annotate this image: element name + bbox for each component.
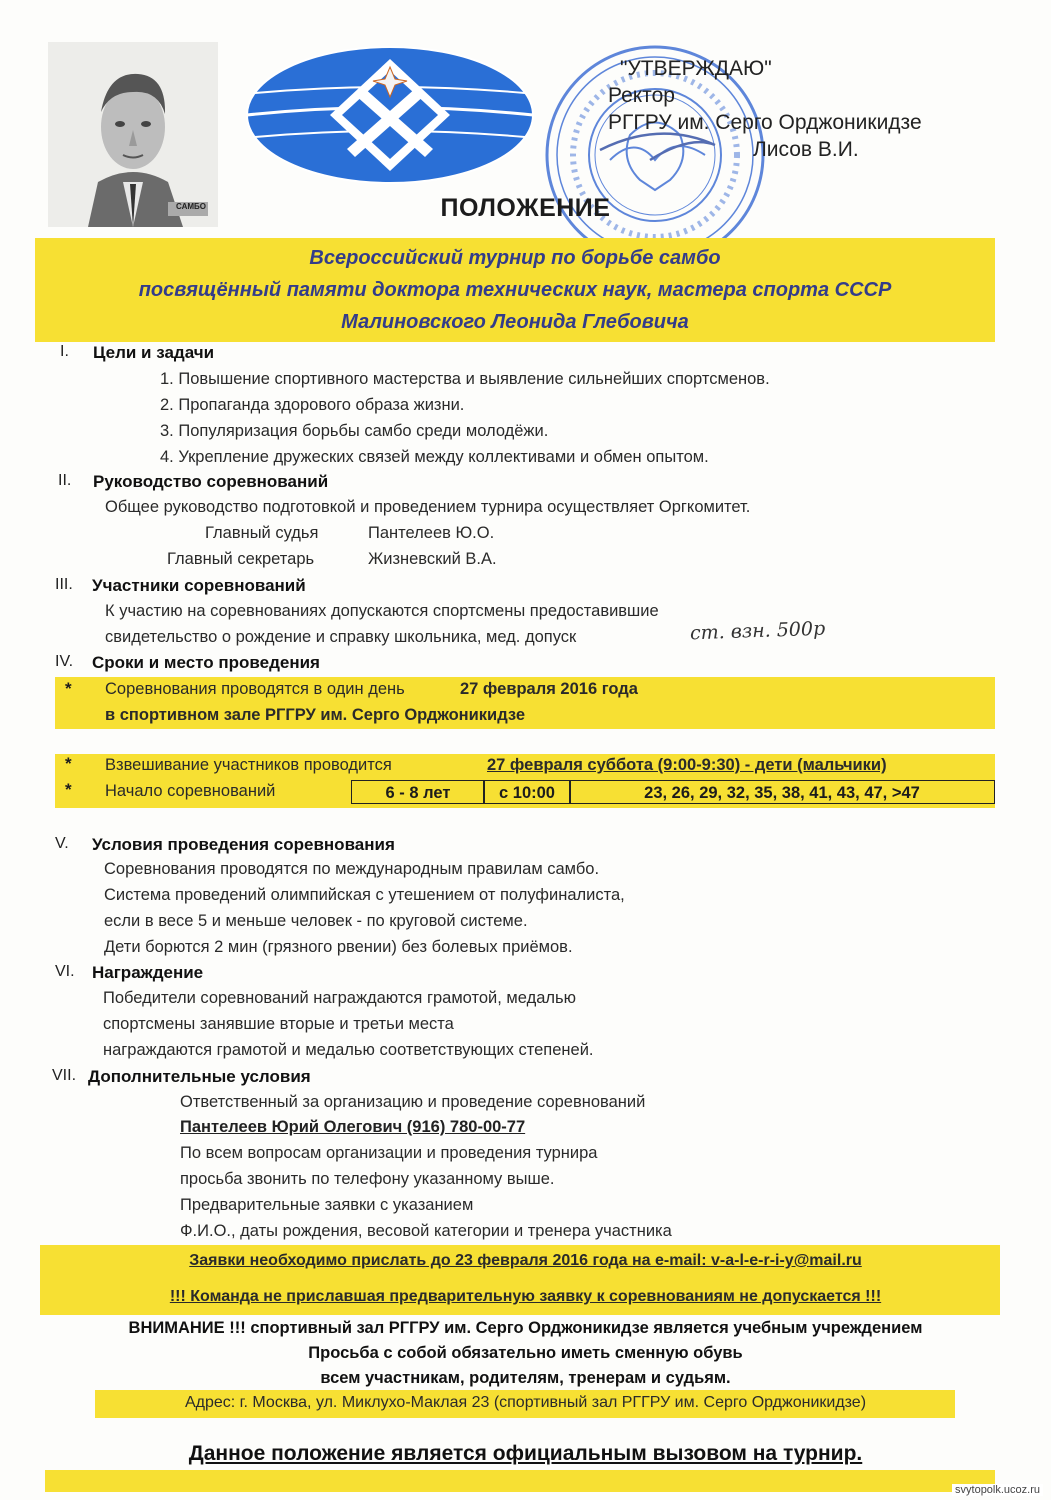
approval-block <box>608 55 922 163</box>
section-number: V. <box>55 835 69 852</box>
extra-line: Ф.И.О., даты рождения, весовой категории и тренера участника <box>180 1222 672 1240</box>
section-1 <box>60 343 215 362</box>
extra-line: Предварительные заявки с указанием <box>180 1196 474 1214</box>
site-watermark: svytopolk.ucoz.ru <box>952 1484 1043 1496</box>
weights-cell: 23, 26, 29, 32, 35, 38, 41, 43, 47, >47 <box>569 780 995 804</box>
contact-person: Пантелеев Юрий Олегович (916) 780-00-77 <box>180 1118 526 1136</box>
section-7 <box>52 1067 311 1086</box>
age-cell: 6 - 8 лет <box>351 780 485 804</box>
footer-strip <box>45 1470 995 1492</box>
section-title: Руководство соревнований <box>93 472 329 491</box>
banner-line-3: Малиновского Леонида Глебовича <box>341 311 689 333</box>
event-date-text: Соревнования проводятся в один день <box>105 680 405 698</box>
university-emblem-icon <box>245 45 535 185</box>
banner-line-2: посвящённый памяти доктора технических наук, мастера спорта СССР <box>138 279 892 301</box>
start-text: Начало соревнований <box>105 782 276 800</box>
awards-line: Победители соревнований награждаются грамотой, медалью <box>103 989 576 1007</box>
section-title: Сроки и место проведения <box>92 653 320 672</box>
section-title: Награждение <box>92 963 204 982</box>
event-date: 27 февраля 2016 года <box>460 680 638 698</box>
audience-notice: всем участникам, родителям, тренерам и судьям. <box>320 1369 731 1387</box>
participants-line-1: К участию на соревнованиях допускаются спортсмены предоставившие <box>105 602 659 620</box>
category-table-row <box>351 780 995 804</box>
management-text: Общее руководство подготовкой и проведением турнира осуществляет Оргкомитет. <box>105 498 751 516</box>
section-6 <box>55 963 204 982</box>
team-warning: !!! Команда не приславшая предварительную заявку к соревнованиям не допускается !!! <box>169 1288 882 1305</box>
section-2 <box>58 472 329 491</box>
event-venue: в спортивном зале РГГРУ им. Серго Орджоникидзе <box>105 706 526 724</box>
section-number: III. <box>55 576 73 593</box>
official-invitation: Данное положение является официальным вызовом на турнир. <box>188 1442 863 1465</box>
chief-judge-label: Главный судья <box>205 524 319 542</box>
section-title: Условия проведения соревнования <box>92 835 395 854</box>
tournament-banner <box>35 238 995 342</box>
weigh-in-date: 27 февраля суббота (9:00-9:30) - дети (мальчики) <box>487 756 887 774</box>
bullet-star: * <box>65 780 72 799</box>
extra-line: просьба звонить по телефону указанному выше. <box>180 1170 555 1188</box>
participants-line-2: свидетельство о рождение и справку школьника, мед. допуск <box>105 628 577 646</box>
section-3 <box>55 576 306 595</box>
section-4 <box>55 653 320 672</box>
conditions-line: Система проведений олимпийская с утешением от полуфиналиста, <box>104 886 625 904</box>
approval-line-2: Ректор <box>608 84 675 107</box>
shoes-notice: Просьба с собой обязательно иметь сменную обувь <box>308 1344 743 1362</box>
responsible-text: Ответственный за организацию и проведение соревнований <box>180 1093 646 1111</box>
banner-line-1: Всероссийский турнир по борьбе самбо <box>309 247 721 269</box>
list-item: 1. Повышение спортивного мастерства и выявление сильнейших спортсменов. <box>160 370 770 388</box>
section-number: IV. <box>55 653 74 670</box>
approval-line-1: "УТВЕРЖДАЮ" <box>620 57 772 80</box>
address-text: Адрес: г. Москва, ул. Миклухо-Маклая 23 (спортивный зал РГГРУ им. Серго Орджоникидзе) <box>184 1394 867 1411</box>
time-cell: с 10:00 <box>483 780 571 804</box>
conditions-line: Дети борются 2 мин (грязного рвении) без болевых приёмов. <box>104 938 573 956</box>
section-number: I. <box>60 343 69 360</box>
schedule-strip <box>55 754 995 808</box>
section-number: II. <box>58 472 72 489</box>
approval-signatory: Лисов В.И. <box>753 138 859 161</box>
weigh-in-text: Взвешивание участников проводится <box>105 756 392 774</box>
section-title: Цели и задачи <box>93 343 215 362</box>
section-number: VI. <box>55 963 75 980</box>
conditions-line: Соревнования проводятся по международным правилам самбо. <box>104 860 600 878</box>
chief-secretary-name: Жизневский В.А. <box>368 550 497 568</box>
section-5 <box>55 835 395 854</box>
section-title: Участники соревнований <box>92 576 306 595</box>
awards-line: награждаются грамотой и медалью соответствующих степеней. <box>103 1041 594 1059</box>
section-number: VII. <box>52 1067 77 1084</box>
list-item: 2. Пропаганда здорового образа жизни. <box>160 396 465 414</box>
list-item: 4. Укрепление дружеских связей между коллективами и обмен опытом. <box>160 448 709 466</box>
date-place-strip <box>55 677 995 729</box>
section-title: Дополнительные условия <box>88 1067 311 1086</box>
list-item: 3. Популяризация борьбы самбо среди молодёжи. <box>160 422 549 440</box>
bullet-star: * <box>65 679 72 698</box>
chief-judge-name: Пантелеев Ю.О. <box>368 524 495 542</box>
chief-secretary-label: Главный секретарь <box>167 550 315 568</box>
extra-line: По всем вопросам организации и проведения турнира <box>180 1144 598 1162</box>
handwritten-fee-note: ст. взн. 500р <box>689 617 826 645</box>
attention-notice: ВНИМАНИЕ !!! спортивный зал РГГРУ им. Серго Орджоникидзе является учебным учреждением <box>128 1319 923 1337</box>
page-title: ПОЛОЖЕНИЕ <box>440 194 611 222</box>
application-deadline: Заявки необходимо прислать до 23 февраля 2016 года на e-mail: v-a-l-e-r-i-y@mail.ru <box>189 1252 862 1269</box>
bullet-star: * <box>65 754 72 773</box>
portrait-caption: САМБО <box>176 202 206 211</box>
approval-line-3: РГГРУ им. Серго Орджоникидзе <box>608 111 922 134</box>
awards-line: спортсмены занявшие вторые и третьи места <box>103 1015 454 1033</box>
conditions-line: если в весе 5 и меньше человек - по круговой системе. <box>104 912 528 930</box>
